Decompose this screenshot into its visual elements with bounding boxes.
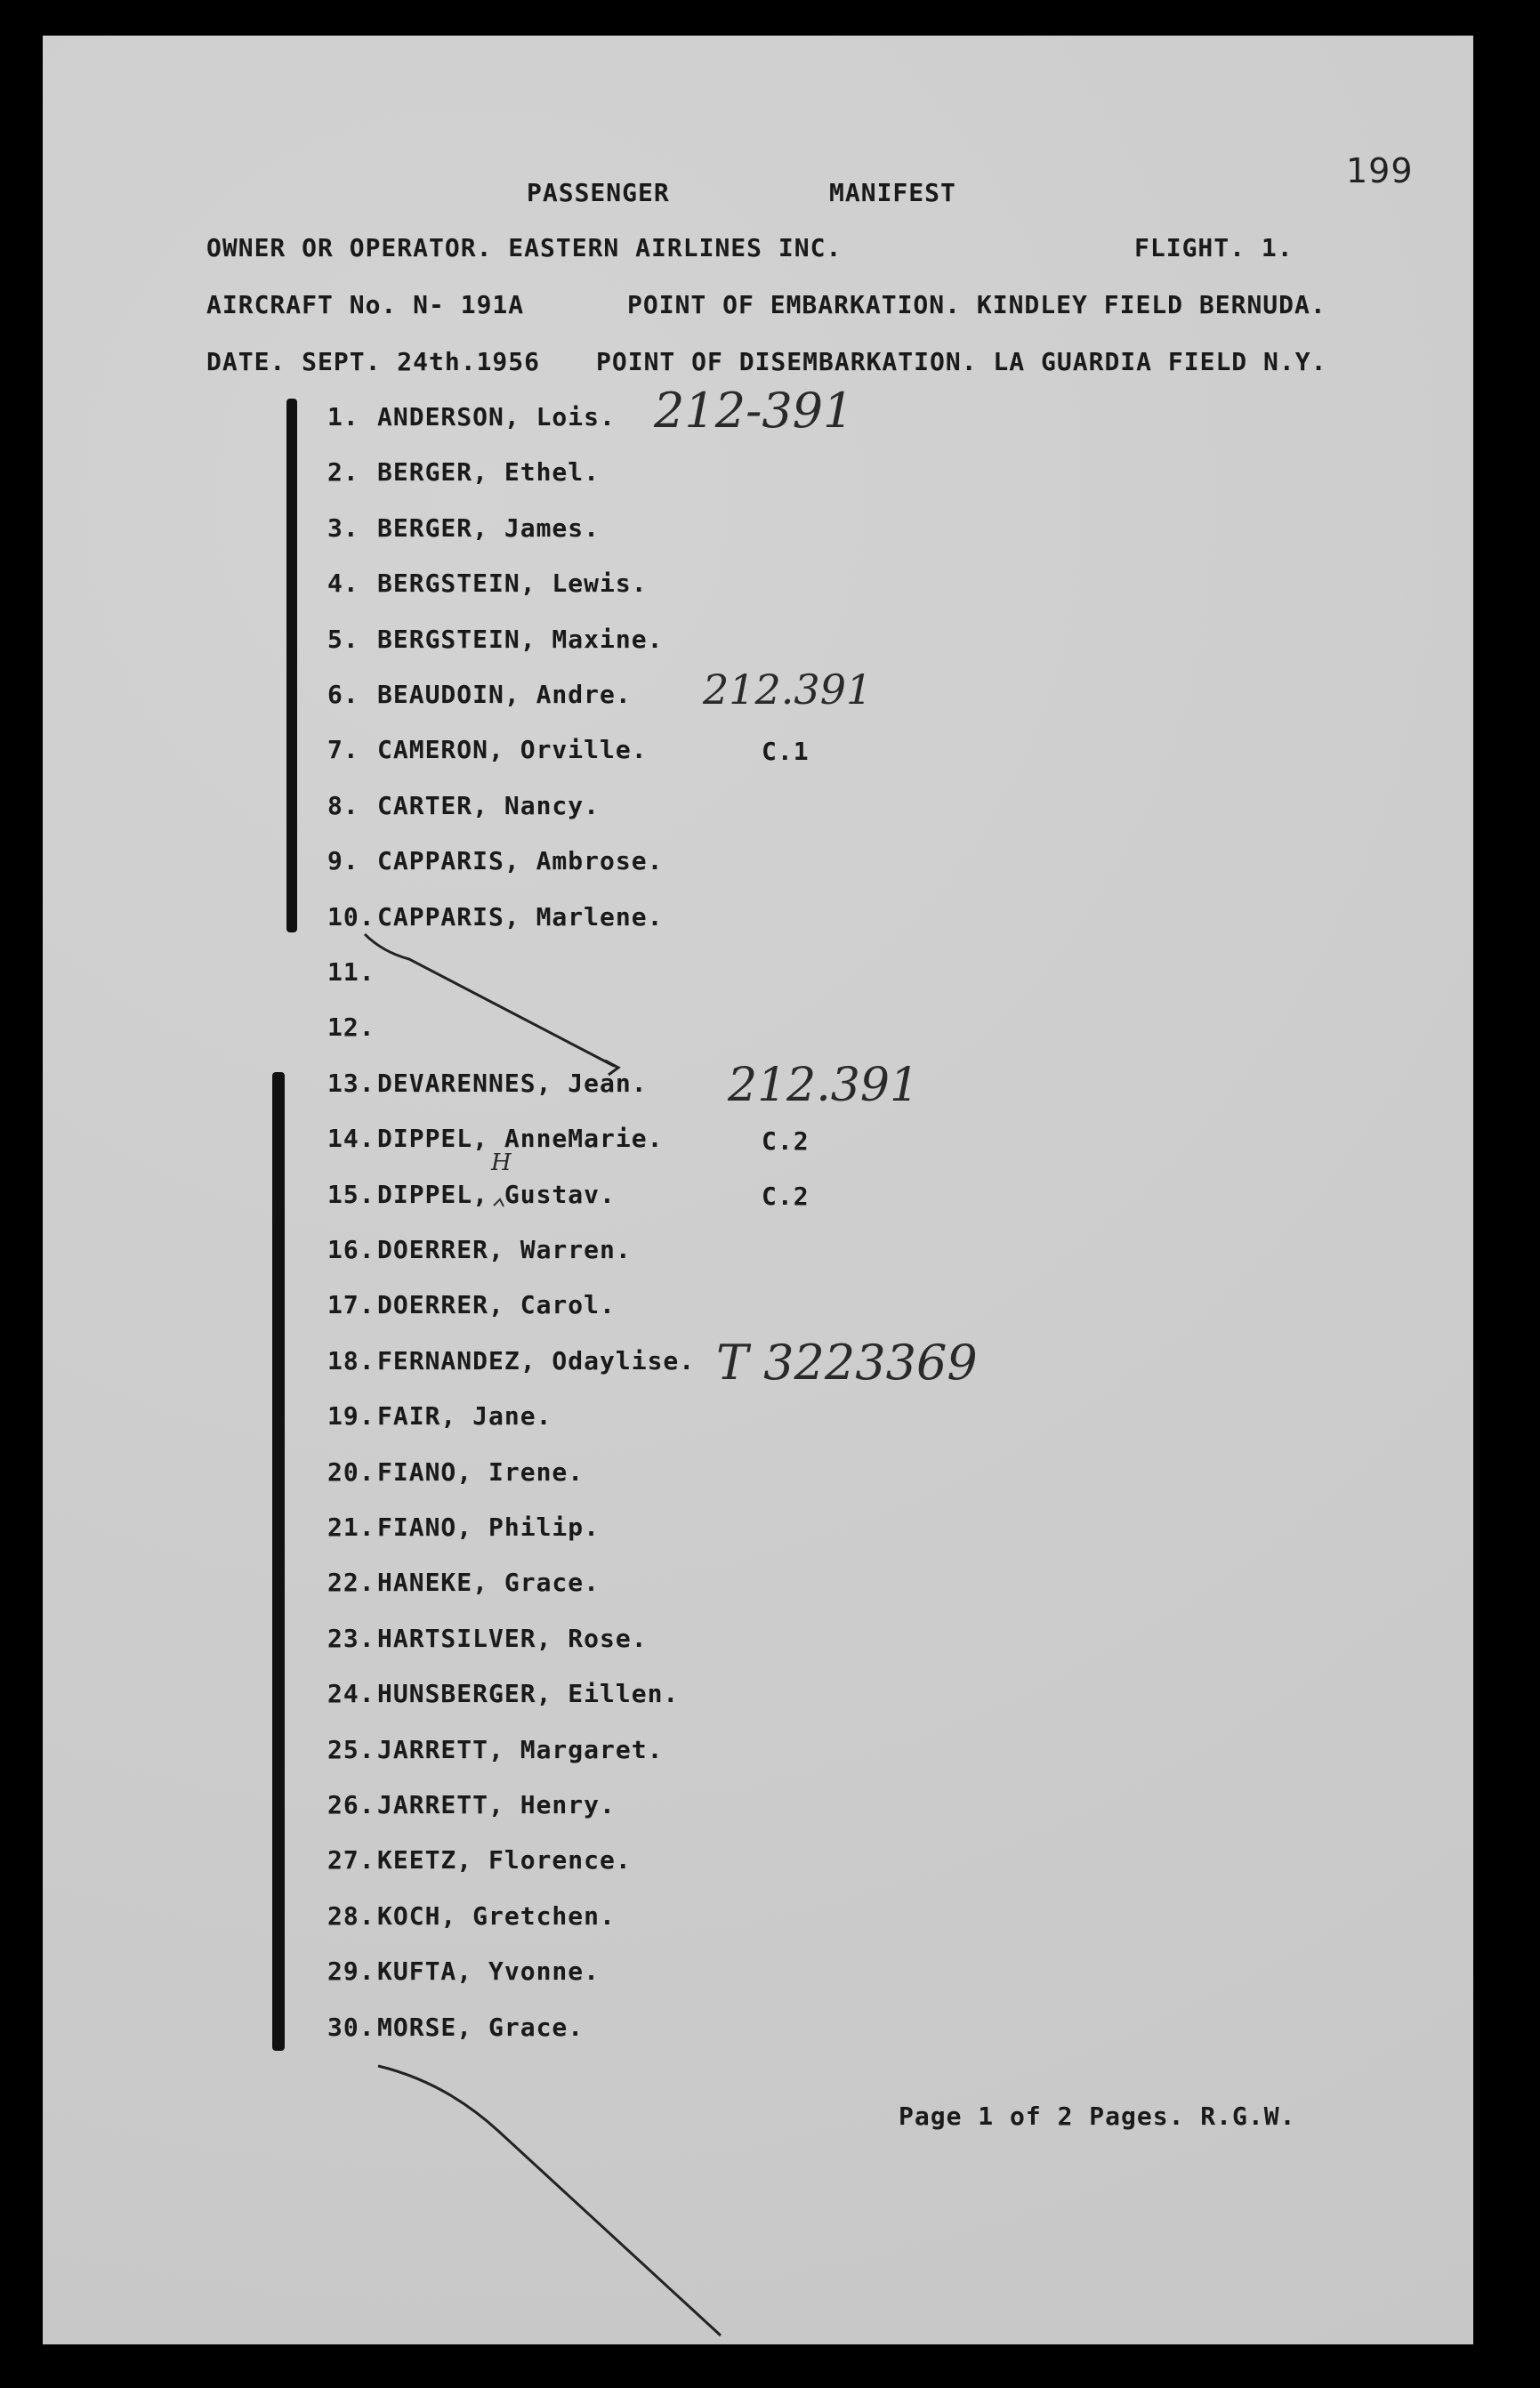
passenger-name: CAPPARIS, Ambrose.: [377, 846, 664, 875]
code-7: C.1: [762, 737, 810, 766]
passenger-row: [327, 791, 600, 820]
passenger-number: 9.: [327, 846, 359, 875]
point-of-embarkation: POINT OF EMBARKATION. KINDLEY FIELD BERNUDA.: [627, 290, 1326, 319]
manifest-date: DATE. SEPT. 24th.1956: [206, 347, 541, 376]
passenger-name: FIANO, Philip.: [377, 1513, 601, 1542]
passenger-number: 16.: [327, 1235, 375, 1264]
passenger-row: [327, 1346, 695, 1376]
title-passenger: PASSENGER: [527, 178, 670, 207]
passenger-row: [327, 1624, 648, 1653]
passenger-number: 1.: [327, 402, 359, 432]
passenger-name: BERGER, James.: [377, 513, 601, 543]
passenger-name: HUNSBERGER, Eillen.: [377, 1679, 680, 1708]
passenger-name: DOERRER, Carol.: [377, 1290, 616, 1319]
passenger-number: 25.: [327, 1735, 375, 1764]
handwritten-note-1: 212-391: [654, 383, 854, 439]
passenger-name: CAMERON, Orville.: [377, 735, 648, 764]
passenger-row: [327, 625, 663, 654]
passenger-number: 29.: [327, 1956, 375, 1986]
passenger-row: [327, 1290, 616, 1319]
passenger-name: BERGER, Ethel.: [377, 457, 601, 487]
passenger-row: [327, 513, 600, 543]
point-of-disembarkation: POINT OF DISEMBARKATION. LA GUARDIA FIELD N.Y.: [596, 347, 1327, 376]
bracket-upper: [286, 399, 297, 932]
passenger-number: 19.: [327, 1401, 375, 1431]
passenger-number: 14.: [327, 1124, 375, 1153]
passenger-row: [327, 735, 648, 764]
passenger-number: 23.: [327, 1624, 375, 1653]
passenger-number: 15.: [327, 1180, 375, 1209]
passenger-name: CAPPARIS, Marlene.: [377, 902, 664, 932]
passenger-number: 3.: [327, 513, 359, 543]
passenger-row: [327, 1956, 600, 1986]
passenger-number: 4.: [327, 569, 359, 598]
bracket-lower: [272, 1072, 285, 2051]
passenger-number: 12.: [327, 1012, 375, 1042]
passenger-name: JARRETT, Margaret.: [377, 1735, 664, 1764]
passenger-number: 30.: [327, 2013, 375, 2042]
flight-number: FLIGHT. 1.: [1134, 233, 1294, 262]
passenger-name: MORSE, Grace.: [377, 2013, 585, 2042]
passenger-row: [327, 1901, 616, 1931]
passenger-row: [327, 569, 648, 598]
passenger-name: BERGSTEIN, Maxine.: [377, 625, 664, 654]
passenger-name: DEVARENNES, Jean.: [377, 1069, 648, 1098]
passenger-row: [327, 1679, 679, 1708]
passenger-number: 13.: [327, 1069, 375, 1098]
passenger-number: 21.: [327, 1513, 375, 1542]
passenger-number: 5.: [327, 625, 359, 654]
passenger-number: 24.: [327, 1679, 375, 1708]
passenger-row: [327, 1790, 616, 1819]
code-15: C.2: [762, 1182, 810, 1211]
passenger-name: BERGSTEIN, Lewis.: [377, 569, 648, 598]
passenger-row: [327, 1568, 600, 1597]
passenger-number: 20.: [327, 1457, 375, 1487]
handwritten-note-6: 212.391: [703, 666, 873, 714]
passenger-name: DIPPEL, AnneMarie.: [377, 1124, 664, 1153]
passenger-name: CARTER, Nancy.: [377, 791, 601, 820]
passenger-number: 8.: [327, 791, 359, 820]
passenger-number: 6.: [327, 680, 359, 709]
passenger-row: [327, 1069, 648, 1098]
passenger-number: 17.: [327, 1290, 375, 1319]
passenger-name: DOERRER, Warren.: [377, 1235, 632, 1264]
title-manifest: MANIFEST: [829, 178, 956, 207]
page-footer: Page 1 of 2 Pages. R.G.W.: [899, 2102, 1296, 2131]
passenger-name: KOCH, Gretchen.: [377, 1901, 616, 1931]
passenger-name: FAIR, Jane.: [377, 1401, 552, 1431]
passenger-row: [327, 1735, 663, 1764]
handwritten-note-13: 212.391: [728, 1059, 920, 1112]
passenger-row: [327, 402, 616, 432]
passenger-row: [327, 1180, 616, 1209]
passenger-number: 26.: [327, 1790, 375, 1819]
passenger-row: [327, 902, 663, 932]
passenger-row: [327, 846, 663, 875]
code-14: C.2: [762, 1126, 810, 1156]
passenger-number: 27.: [327, 1845, 375, 1875]
passenger-row: [327, 2013, 584, 2042]
passenger-number: 10.: [327, 902, 375, 932]
passenger-number: 11.: [327, 957, 375, 987]
passenger-name: HANEKE, Grace.: [377, 1568, 601, 1597]
page-number: 199: [1346, 151, 1414, 190]
passenger-row: [327, 1513, 600, 1542]
passenger-number: 28.: [327, 1901, 375, 1931]
passenger-number: 22.: [327, 1568, 375, 1597]
passenger-row: [327, 1845, 632, 1875]
aircraft-number: AIRCRAFT No. N- 191A: [206, 290, 525, 319]
passenger-number: 18.: [327, 1346, 375, 1376]
handwritten-insert-15: H: [491, 1150, 512, 1176]
passenger-row: [327, 1235, 632, 1264]
passenger-name: BEAUDOIN, Andre.: [377, 680, 632, 709]
passenger-name: FIANO, Irene.: [377, 1457, 585, 1487]
passenger-row: [327, 1012, 377, 1042]
passenger-name: HARTSILVER, Rose.: [377, 1624, 648, 1653]
passenger-row: [327, 1457, 584, 1487]
passenger-name: DIPPEL, Gustav.: [377, 1180, 616, 1209]
handwritten-note-18: T 3223369: [716, 1335, 978, 1391]
passenger-row: [327, 457, 600, 487]
passenger-number: 2.: [327, 457, 359, 487]
passenger-row: [327, 957, 377, 987]
passenger-name: JARRETT, Henry.: [377, 1790, 616, 1819]
passenger-row: [327, 1401, 552, 1431]
passenger-row: [327, 680, 632, 709]
passenger-name: KUFTA, Yvonne.: [377, 1956, 601, 1986]
passenger-name: KEETZ, Florence.: [377, 1845, 632, 1875]
passenger-name: ANDERSON, Lois.: [377, 402, 616, 432]
passenger-name: FERNANDEZ, Odaylise.: [377, 1346, 696, 1376]
owner-operator: OWNER OR OPERATOR. EASTERN AIRLINES INC.: [206, 233, 843, 262]
passenger-number: 7.: [327, 735, 359, 764]
